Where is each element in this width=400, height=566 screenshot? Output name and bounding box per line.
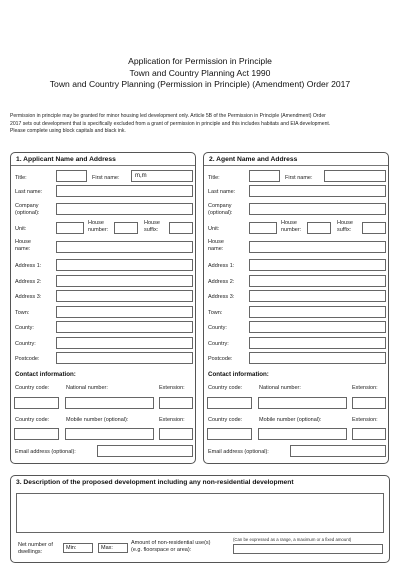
applicant-unit-field[interactable]	[56, 222, 84, 234]
form-title	[0, 56, 400, 91]
agent-mobile-number-field[interactable]	[258, 428, 347, 440]
applicant-country-field[interactable]	[56, 337, 193, 349]
applicant-extension-label: Extension:	[159, 385, 185, 391]
agent-house-number-field[interactable]	[307, 222, 331, 234]
dwellings-min-field[interactable]	[63, 543, 93, 553]
agent-first-name-field[interactable]	[324, 170, 386, 182]
agent-house-name-field[interactable]	[249, 241, 386, 253]
applicant-first-name-field[interactable]: m,m	[131, 170, 193, 182]
agent-mobile-number-label: Mobile number (optional):	[259, 417, 322, 423]
agent-company-label-line-2: (optional):	[208, 209, 233, 216]
agent-address3-field[interactable]	[249, 290, 386, 302]
applicant-house-suffix-field[interactable]	[169, 222, 193, 234]
applicant-address1-label: Address 1:	[15, 263, 42, 269]
intro-text	[10, 113, 392, 136]
applicant-title-label: Title:	[15, 175, 27, 181]
development-section	[10, 475, 390, 563]
agent-house-suffix-label	[337, 220, 353, 233]
title-line-1: Application for Permission in Principle	[128, 56, 272, 66]
applicant-last-name-label: Last name:	[15, 189, 43, 195]
agent-email-label: Email address (optional):	[208, 449, 269, 455]
applicant-contact-heading: Contact information:	[15, 371, 76, 378]
agent-company-label	[208, 203, 232, 216]
applicant-county-label: County:	[15, 325, 34, 331]
agent-country-code-field[interactable]	[207, 397, 252, 409]
agent-extension-label: Extension:	[352, 385, 378, 391]
applicant-house-number-label-line-2: number:	[88, 226, 109, 233]
applicant-postcode-field[interactable]	[56, 352, 193, 364]
applicant-house-name-field[interactable]	[56, 241, 193, 253]
nonres-amount-field[interactable]	[233, 544, 383, 554]
applicant-last-name-field[interactable]	[56, 185, 193, 197]
development-heading: 3. Description of the proposed development including any non-residential development	[16, 479, 294, 486]
agent-title-field[interactable]	[249, 170, 280, 182]
agent-heading: 2. Agent Name and Address	[204, 153, 388, 166]
applicant-country-code-label: Country code:	[15, 385, 50, 391]
dwellings-max-label: Max:	[101, 545, 113, 551]
agent-company-label-line-1: Company	[208, 203, 232, 209]
applicant-house-number-label	[88, 220, 108, 233]
agent-country-label: Country:	[208, 341, 229, 347]
agent-address2-label: Address 2:	[208, 279, 235, 285]
agent-country-code-label-2: Country code:	[208, 417, 243, 423]
applicant-mobile-number-field[interactable]	[65, 428, 154, 440]
applicant-company-label-line-1: Company	[15, 203, 39, 209]
agent-title-label: Title:	[208, 175, 220, 181]
agent-house-suffix-label-line-2: suffix:	[337, 226, 352, 233]
net-dwellings-label	[18, 542, 53, 555]
applicant-mobile-extension-field[interactable]	[159, 428, 193, 440]
agent-first-name-label: First name:	[285, 175, 313, 181]
agent-company-field[interactable]	[249, 203, 386, 215]
applicant-heading: 1. Applicant Name and Address	[11, 153, 195, 166]
agent-section	[203, 152, 389, 464]
agent-country-code-label: Country code:	[208, 385, 243, 391]
applicant-address2-field[interactable]	[56, 275, 193, 287]
agent-house-number-label-line-1: House	[281, 220, 297, 226]
agent-house-name-label-line-2: name:	[208, 245, 224, 252]
agent-national-number-label: National number:	[259, 385, 301, 391]
applicant-house-name-label	[15, 239, 31, 252]
agent-house-name-label-line-1: House	[208, 239, 224, 245]
intro-line-2: 2017 sets out development that is specifically excluded from a grant of permission in principle and this includes habitats and EIA development.	[10, 120, 331, 127]
agent-email-field[interactable]	[290, 445, 386, 457]
applicant-address1-field[interactable]	[56, 259, 193, 271]
nonres-label-line-2: (e.g. floorspace or area):	[131, 546, 192, 553]
agent-address1-label: Address 1:	[208, 263, 235, 269]
applicant-email-field[interactable]	[97, 445, 193, 457]
nonres-note: (Can be expressed as a range, a maximum or a fixed amount)	[233, 537, 352, 542]
agent-last-name-field[interactable]	[249, 185, 386, 197]
applicant-extension-field[interactable]	[159, 397, 193, 409]
applicant-house-suffix-label-line-2: suffix:	[144, 226, 159, 233]
agent-house-number-label	[281, 220, 301, 233]
applicant-unit-label: Unit:	[15, 226, 27, 232]
agent-house-suffix-field[interactable]	[362, 222, 386, 234]
agent-unit-field[interactable]	[249, 222, 277, 234]
applicant-address2-label: Address 2:	[15, 279, 42, 285]
agent-unit-label: Unit:	[208, 226, 220, 232]
agent-extension-field[interactable]	[352, 397, 386, 409]
agent-house-suffix-label-line-1: House	[337, 220, 353, 226]
agent-postcode-label: Postcode:	[208, 356, 233, 362]
applicant-company-field[interactable]	[56, 203, 193, 215]
applicant-country-code-field[interactable]	[14, 397, 59, 409]
agent-town-label: Town:	[208, 310, 223, 316]
agent-county-field[interactable]	[249, 321, 386, 333]
agent-mobile-extension-field[interactable]	[352, 428, 386, 440]
applicant-national-number-label: National number:	[66, 385, 108, 391]
agent-mobile-country-code-field[interactable]	[207, 428, 252, 440]
agent-national-number-field[interactable]	[258, 397, 347, 409]
title-line-2: Town and Country Planning Act 1990	[129, 67, 271, 78]
dwellings-max-field[interactable]	[98, 543, 128, 553]
applicant-email-label: Email address (optional):	[15, 449, 76, 455]
intro-line-1: Permission in principle may be granted for minor housing led development only. Article 5B of the Permission in Principle (Amendment) Order	[10, 113, 326, 119]
dwellings-min-label: Min:	[66, 545, 77, 551]
applicant-company-label-line-2: (optional):	[15, 209, 40, 216]
development-description-field[interactable]	[16, 493, 384, 533]
applicant-section	[10, 152, 196, 464]
agent-address3-label: Address 3:	[208, 294, 235, 300]
net-dwellings-label-line-2: dwellings:	[18, 548, 43, 555]
agent-house-number-label-line-2: number:	[281, 226, 302, 233]
agent-country-field[interactable]	[249, 337, 386, 349]
agent-town-field[interactable]	[249, 306, 386, 318]
agent-extension-label-2: Extension:	[352, 417, 378, 423]
applicant-house-number-field[interactable]	[114, 222, 138, 234]
applicant-company-label	[15, 203, 39, 216]
agent-address2-field[interactable]	[249, 275, 386, 287]
applicant-house-suffix-label-line-1: House	[144, 220, 160, 226]
applicant-address3-label: Address 3:	[15, 294, 42, 300]
applicant-house-suffix-label	[144, 220, 160, 233]
agent-contact-heading: Contact information:	[208, 371, 269, 378]
applicant-country-label: Country:	[15, 341, 36, 347]
intro-line-3: Please complete using block capitals and black ink.	[10, 128, 126, 135]
applicant-mobile-number-label: Mobile number (optional):	[66, 417, 129, 423]
agent-postcode-field[interactable]	[249, 352, 386, 364]
title-line-3: Town and Country Planning (Permission in Principle) (Amendment) Order 2017	[49, 79, 351, 89]
applicant-house-name-label-line-2: name:	[15, 245, 31, 252]
agent-county-label: County:	[208, 325, 227, 331]
agent-house-name-label	[208, 239, 224, 252]
agent-last-name-label: Last name:	[208, 189, 236, 195]
applicant-town-field[interactable]	[56, 306, 193, 318]
nonres-label-line-1: Amount of non-residential use(s)	[131, 540, 211, 546]
applicant-extension-label-2: Extension:	[159, 417, 185, 423]
applicant-house-number-label-line-1: House	[88, 220, 104, 226]
applicant-country-code-label-2: Country code:	[15, 417, 50, 423]
agent-address1-field[interactable]	[249, 259, 386, 271]
nonres-label	[131, 540, 210, 553]
applicant-title-field[interactable]	[56, 170, 87, 182]
applicant-address3-field[interactable]	[56, 290, 193, 302]
net-dwellings-label-line-1: Net number of	[18, 542, 53, 548]
applicant-first-name-label: First name:	[92, 175, 120, 181]
applicant-county-field[interactable]	[56, 321, 193, 333]
applicant-mobile-country-code-field[interactable]	[14, 428, 59, 440]
applicant-town-label: Town:	[15, 310, 30, 316]
applicant-postcode-label: Postcode:	[15, 356, 40, 362]
applicant-house-name-label-line-1: House	[15, 239, 31, 245]
applicant-national-number-field[interactable]	[65, 397, 154, 409]
